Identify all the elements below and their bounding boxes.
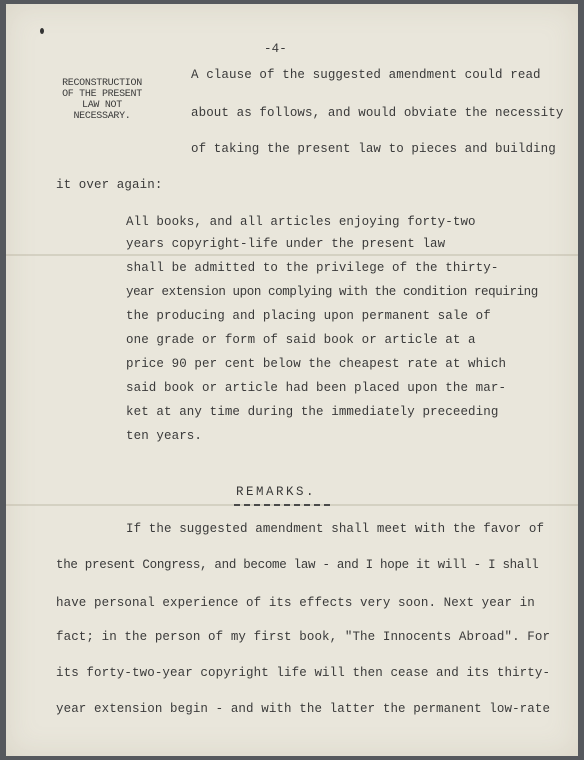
quote-line: year extension upon complying with the condition requiring — [126, 285, 538, 299]
quote-line: the producing and placing upon permanent sale of — [126, 309, 491, 323]
quote-line: price 90 per cent below the cheapest rate at which — [126, 357, 507, 371]
remarks-line: the present Congress, and become law - and I hope it will - I shall — [56, 558, 539, 572]
ink-speck — [40, 28, 44, 34]
remarks-line: have personal experience of its effects very soon. Next year in — [56, 596, 535, 610]
page-number: -4- — [264, 42, 287, 56]
quote-line: ket at any time during the immediately preceeding — [126, 405, 499, 419]
page-fold-line — [6, 254, 578, 256]
remarks-line: its forty-two-year copyright life will then cease and its thirty- — [56, 666, 551, 680]
margin-note-line: OF THE PRESENT — [62, 89, 142, 100]
intro-line: of taking the present law to pieces and building — [191, 142, 556, 156]
quote-line: said book or article had been placed upon the mar- — [126, 381, 507, 395]
heading-underline — [234, 504, 330, 506]
intro-line: A clause of the suggested amendment could read — [191, 68, 541, 82]
remarks-line: year extension begin - and with the latter the permanent low-rate — [56, 702, 551, 716]
quote-line: All books, and all articles enjoying forty-two — [126, 215, 476, 229]
intro-line: about as follows, and would obviate the necessity — [191, 106, 564, 120]
intro-line: it over again: — [56, 178, 163, 192]
remarks-line: If the suggested amendment shall meet with the favor of — [126, 522, 545, 536]
quote-line: shall be admitted to the privilege of the thirty- — [126, 261, 499, 275]
margin-note-line: LAW NOT — [82, 100, 122, 111]
margin-note — [50, 78, 154, 122]
quote-line: years copyright-life under the present law — [126, 237, 446, 251]
quote-line: ten years. — [126, 429, 203, 443]
remarks-heading: REMARKS. — [236, 485, 317, 499]
margin-note-line: RECONSTRUCTION — [62, 78, 142, 89]
quote-line: one grade or form of said book or article at a — [126, 333, 476, 347]
remarks-line: fact; in the person of my first book, "The Innocents Abroad". For — [56, 630, 551, 644]
margin-note-line: NECESSARY. — [73, 111, 131, 122]
